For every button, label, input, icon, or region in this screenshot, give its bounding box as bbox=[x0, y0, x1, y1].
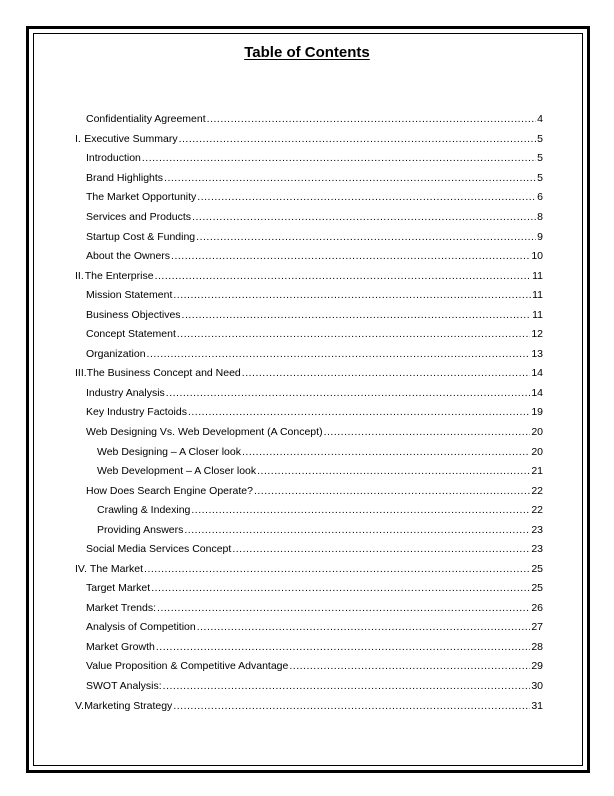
dot-leader bbox=[257, 464, 530, 478]
toc-entry bbox=[86, 484, 543, 498]
toc-entry bbox=[86, 405, 543, 419]
toc-page-number: 11 bbox=[532, 289, 543, 301]
toc-entry bbox=[97, 503, 543, 517]
toc-entry-label: The Enterprise bbox=[84, 270, 154, 282]
toc-entry bbox=[86, 151, 543, 165]
dot-leader bbox=[289, 659, 530, 673]
dot-leader bbox=[179, 132, 537, 146]
dot-leader bbox=[164, 171, 536, 185]
toc-page-number: 22 bbox=[531, 504, 543, 516]
toc-entry-label: Executive Summary bbox=[84, 133, 178, 145]
toc-page-number: 23 bbox=[531, 524, 543, 536]
dot-leader bbox=[142, 151, 536, 165]
toc-entry bbox=[97, 523, 543, 537]
dot-leader bbox=[147, 347, 531, 361]
toc-page-number: 10 bbox=[531, 250, 543, 262]
toc-page-number: 23 bbox=[531, 543, 543, 555]
toc-entry-label: SWOT Analysis: bbox=[86, 680, 162, 692]
section-number: III. bbox=[75, 367, 87, 379]
toc-page-number: 14 bbox=[531, 387, 543, 399]
toc-entry bbox=[86, 679, 543, 693]
toc-entry bbox=[75, 132, 543, 146]
dot-leader bbox=[163, 679, 531, 693]
toc-entry-label: Web Designing Vs. Web Development (A Concept) bbox=[86, 426, 323, 438]
dot-leader bbox=[191, 503, 530, 517]
toc-page-number: 8 bbox=[537, 211, 543, 223]
toc-entry-label: Web Development – A Closer look bbox=[97, 465, 257, 477]
toc-entry-label: Market Growth bbox=[86, 641, 155, 653]
toc-entry-label: The Market bbox=[89, 563, 144, 575]
dot-leader bbox=[157, 601, 530, 615]
toc-entry-label: Providing Answers bbox=[97, 524, 184, 536]
dot-leader bbox=[184, 523, 530, 537]
dot-leader bbox=[177, 327, 530, 341]
toc-entry bbox=[75, 699, 543, 713]
toc-page-number: 11 bbox=[532, 270, 543, 282]
dot-leader bbox=[192, 210, 536, 224]
toc-entry-label: Key Industry Factoids bbox=[86, 406, 187, 418]
toc-entry-label: Web Designing – A Closer look bbox=[97, 446, 241, 458]
toc-page-number: 31 bbox=[531, 700, 543, 712]
dot-leader bbox=[242, 366, 531, 380]
toc-entry-label: Industry Analysis bbox=[86, 387, 165, 399]
toc-entry-label: The Market Opportunity bbox=[86, 191, 197, 203]
toc-entry-label: Marketing Strategy bbox=[84, 700, 173, 712]
toc-entry-label: Social Media Services Concept bbox=[86, 543, 232, 555]
toc-page-number: 19 bbox=[531, 406, 543, 418]
dot-leader bbox=[242, 445, 530, 459]
toc-page-number: 21 bbox=[531, 465, 543, 477]
toc-page-number: 11 bbox=[532, 309, 543, 321]
toc-page-number: 27 bbox=[531, 621, 543, 633]
dot-leader bbox=[144, 562, 530, 576]
toc-entry bbox=[75, 562, 543, 576]
dot-leader bbox=[207, 112, 537, 126]
toc-entry bbox=[86, 230, 543, 244]
toc-entry bbox=[97, 464, 543, 478]
toc-entry bbox=[86, 308, 543, 322]
dot-leader bbox=[173, 699, 530, 713]
toc-page-number: 5 bbox=[537, 133, 543, 145]
toc-page-number: 6 bbox=[537, 191, 543, 203]
toc-entry-label: Organization bbox=[86, 348, 146, 360]
toc-entry-label: Target Market bbox=[86, 582, 151, 594]
dot-leader bbox=[254, 484, 530, 498]
dot-leader bbox=[197, 190, 536, 204]
toc-entry bbox=[86, 601, 543, 615]
dot-leader bbox=[197, 620, 531, 634]
toc-entry bbox=[86, 542, 543, 556]
toc-entry-label: Startup Cost & Funding bbox=[86, 231, 196, 243]
dot-leader bbox=[151, 581, 530, 595]
toc-page-number: 30 bbox=[531, 680, 543, 692]
toc-page-number: 20 bbox=[531, 426, 543, 438]
toc-entry-label: Analysis of Competition bbox=[86, 621, 196, 633]
toc-entry bbox=[86, 425, 543, 439]
toc-entry bbox=[86, 620, 543, 634]
dot-leader bbox=[156, 640, 530, 654]
dot-leader bbox=[166, 386, 531, 400]
toc-entry bbox=[75, 269, 543, 283]
toc-entry bbox=[86, 347, 543, 361]
toc-entry-label: Business Objectives bbox=[86, 309, 181, 321]
toc-entry-label: How Does Search Engine Operate? bbox=[86, 485, 253, 497]
toc-entry bbox=[86, 327, 543, 341]
toc-page-number: 13 bbox=[531, 348, 543, 360]
toc-page-number: 9 bbox=[537, 231, 543, 243]
toc-entry-label: The Business Concept and Need bbox=[86, 367, 241, 379]
title-text: Table of Contents bbox=[244, 44, 370, 61]
section-number: V. bbox=[75, 700, 84, 712]
dot-leader bbox=[173, 288, 531, 302]
toc-entry-label: Introduction bbox=[86, 152, 141, 164]
toc-entry-label: Market Trends: bbox=[86, 602, 157, 614]
section-number: II. bbox=[75, 270, 84, 282]
toc-page-number: 14 bbox=[531, 367, 543, 379]
toc-entry-label: Crawling & Indexing bbox=[97, 504, 191, 516]
dot-leader bbox=[171, 249, 530, 263]
dot-leader bbox=[196, 230, 536, 244]
toc-page-number: 25 bbox=[531, 582, 543, 594]
section-number: IV. bbox=[75, 563, 87, 575]
toc-page-number: 22 bbox=[531, 485, 543, 497]
dot-leader bbox=[188, 405, 530, 419]
dot-leader bbox=[324, 425, 531, 439]
toc-entry bbox=[86, 249, 543, 263]
toc-page-number: 28 bbox=[531, 641, 543, 653]
toc-entry bbox=[86, 288, 543, 302]
toc-entry bbox=[86, 190, 543, 204]
toc-page-number: 12 bbox=[531, 328, 543, 340]
toc-entry-label: Concept Statement bbox=[86, 328, 176, 340]
toc-page-number: 26 bbox=[531, 602, 543, 614]
toc-entry bbox=[86, 171, 543, 185]
toc-entry bbox=[97, 445, 543, 459]
section-number: I. bbox=[75, 133, 81, 145]
toc-entry bbox=[86, 659, 543, 673]
toc-entry-label: About the Owners bbox=[86, 250, 171, 262]
toc-page-number: 4 bbox=[537, 113, 543, 125]
toc-entry bbox=[86, 112, 543, 126]
toc-page-number: 5 bbox=[537, 152, 543, 164]
toc-entry-label: Confidentiality Agreement bbox=[86, 113, 206, 125]
dot-leader bbox=[155, 269, 532, 283]
toc-entry bbox=[86, 210, 543, 224]
toc-entry-label: Value Proposition & Competitive Advantage bbox=[86, 660, 289, 672]
dot-leader bbox=[232, 542, 530, 556]
toc-entry-label: Services and Products bbox=[86, 211, 192, 223]
toc-entry-label: Brand Highlights bbox=[86, 172, 164, 184]
dot-leader bbox=[182, 308, 532, 322]
toc-entry bbox=[75, 366, 543, 380]
toc-page-number: 25 bbox=[531, 563, 543, 575]
toc-entry bbox=[86, 581, 543, 595]
toc-entry-label: Mission Statement bbox=[86, 289, 173, 301]
toc-page-number: 29 bbox=[531, 660, 543, 672]
toc-entry bbox=[86, 386, 543, 400]
toc-entry bbox=[86, 640, 543, 654]
toc-page-number: 20 bbox=[531, 446, 543, 458]
toc-page-number: 5 bbox=[537, 172, 543, 184]
